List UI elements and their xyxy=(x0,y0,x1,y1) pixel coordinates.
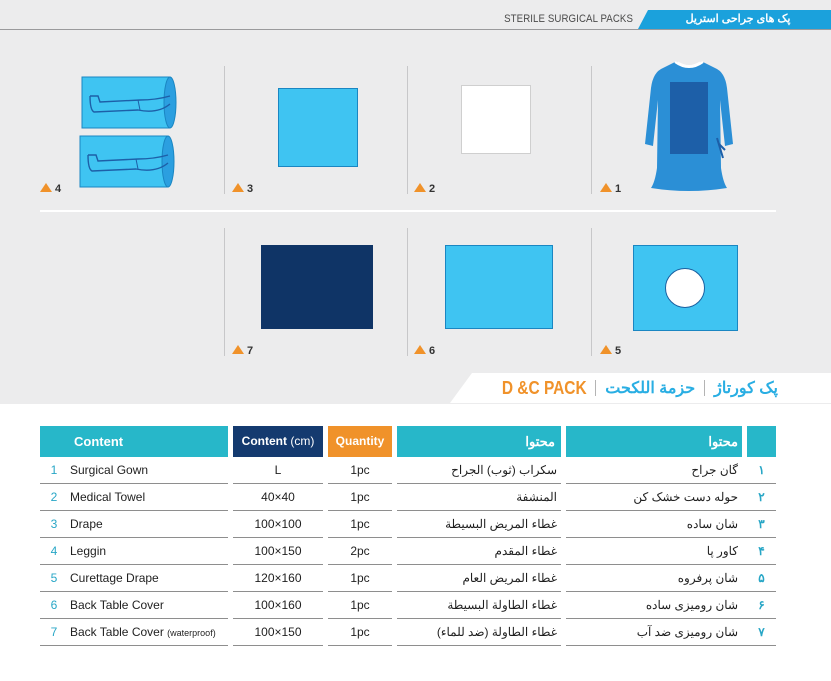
item-number-4: 4 xyxy=(40,183,61,195)
pack-title-separator xyxy=(595,380,596,396)
column-divider xyxy=(224,66,225,194)
item-quantity: 2pc xyxy=(350,544,370,558)
header-rule xyxy=(0,29,831,30)
item-name-ar: غطاء المريض العام xyxy=(462,571,557,585)
item-name-ar: غطاء المريض البسيطة xyxy=(445,517,557,531)
item-quantity: 1pc xyxy=(350,490,370,504)
item-name-fa: شان رومیزی ضد آب xyxy=(636,625,738,639)
drape-icon xyxy=(278,88,358,167)
item-name-en: Leggin xyxy=(70,544,107,558)
row-number-fa: ۲ xyxy=(758,490,765,504)
row-number-fa: ۳ xyxy=(758,517,765,531)
item-name-fa: حوله دست خشک کن xyxy=(633,490,738,504)
header-content-cm: Content (cm) xyxy=(233,426,323,457)
table-row xyxy=(40,484,776,511)
header-quantity: Quantity xyxy=(328,426,392,457)
row-number: 5 xyxy=(50,571,58,585)
item-size: 40×40 xyxy=(261,490,295,504)
column-divider xyxy=(224,228,225,356)
triangle-icon xyxy=(232,183,244,192)
table-row xyxy=(40,619,776,646)
row-number: 7 xyxy=(50,625,58,639)
item-name-ar: سكراب (ثوب) الجراح xyxy=(451,463,557,477)
fenestration-hole xyxy=(665,268,705,308)
item-note: (waterproof) xyxy=(167,628,216,638)
row-number-fa: ۷ xyxy=(758,625,765,639)
header-content-fa: محتوا xyxy=(566,426,742,457)
item-number-5: 5 xyxy=(600,345,621,357)
leggin-icon xyxy=(78,74,180,192)
row-number: 6 xyxy=(50,598,58,612)
header-index xyxy=(747,426,776,457)
item-number-7: 7 xyxy=(232,345,253,357)
row-rule xyxy=(233,645,323,646)
item-number-2: 2 xyxy=(414,183,435,195)
table-row xyxy=(40,592,776,619)
table-row xyxy=(40,457,776,484)
column-divider xyxy=(591,66,592,194)
triangle-icon xyxy=(600,183,612,192)
medical-towel-icon xyxy=(461,85,531,154)
item-name-ar: غطاء الطاولة (ضد للماء) xyxy=(436,625,557,639)
row-number: 4 xyxy=(50,544,58,558)
column-divider xyxy=(591,228,592,356)
item-name-en: Drape xyxy=(70,517,103,531)
item-name-fa: شان ساده xyxy=(686,517,738,531)
header-title-fa: پک های جراحی استریل xyxy=(685,13,791,25)
item-name-en: Medical Towel xyxy=(70,490,146,504)
row-rule xyxy=(328,645,392,646)
row-number: 3 xyxy=(50,517,58,531)
column-divider xyxy=(407,66,408,194)
item-quantity: 1pc xyxy=(350,571,370,585)
surgical-gown-icon xyxy=(645,58,733,192)
triangle-icon xyxy=(232,345,244,354)
item-size: 120×160 xyxy=(254,571,302,585)
item-name-en: Curettage Drape xyxy=(70,571,159,585)
item-name-en: Back Table Cover (waterproof) xyxy=(70,625,216,639)
triangle-icon xyxy=(414,183,426,192)
pack-name-en: D &C PACK xyxy=(501,377,587,398)
row-rule xyxy=(566,645,776,646)
header-title-en: STERILE SURGICAL PACKS xyxy=(504,13,633,25)
item-name-ar: غطاء المقدم xyxy=(494,544,557,558)
item-quantity: 1pc xyxy=(350,517,370,531)
row-number-fa: ۵ xyxy=(758,571,765,585)
item-name-fa: شان پرفروه xyxy=(677,571,738,585)
item-name-fa: گان جراح xyxy=(691,463,738,477)
item-quantity: 1pc xyxy=(350,598,370,612)
row-number-fa: ۴ xyxy=(758,544,765,558)
item-number-3: 3 xyxy=(232,183,253,195)
row-number-fa: ۱ xyxy=(758,463,765,477)
row-number-fa: ۶ xyxy=(758,598,765,612)
item-name-ar: المنشفة xyxy=(516,490,557,504)
header-content-ar: محتوا xyxy=(397,426,561,457)
column-divider xyxy=(407,228,408,356)
pack-name-ar: حزمة اللكحت xyxy=(605,380,696,397)
table-row xyxy=(40,565,776,592)
item-size: L xyxy=(274,463,282,477)
table-row xyxy=(40,538,776,565)
row-divider xyxy=(40,210,776,212)
row-number: 2 xyxy=(50,490,58,504)
item-name-fa: شان رومیزی ساده xyxy=(645,598,738,612)
item-name-en: Surgical Gown xyxy=(70,463,149,477)
item-size: 100×150 xyxy=(254,544,302,558)
item-name-en: Back Table Cover xyxy=(70,598,164,612)
item-name-fa: کاور پا xyxy=(706,544,738,558)
item-size: 100×150 xyxy=(254,625,302,639)
row-rule xyxy=(40,645,228,646)
triangle-icon xyxy=(414,345,426,354)
item-quantity: 1pc xyxy=(350,463,370,477)
header-content-en: Content xyxy=(40,426,228,457)
waterproof-back-table-cover-icon xyxy=(261,245,373,329)
item-quantity: 1pc xyxy=(350,625,370,639)
row-number: 1 xyxy=(50,463,58,477)
triangle-icon xyxy=(600,345,612,354)
item-name-ar: غطاء الطاولة البسيطة xyxy=(447,598,557,612)
row-rule xyxy=(397,645,561,646)
back-table-cover-icon xyxy=(445,245,553,329)
item-size: 100×100 xyxy=(254,517,302,531)
item-size: 100×160 xyxy=(254,598,302,612)
pack-title-separator xyxy=(704,380,705,396)
curettage-drape-icon xyxy=(633,245,738,331)
pack-title xyxy=(470,375,778,401)
pack-name-fa: پک کورتاژ xyxy=(714,380,778,397)
item-number-1: 1 xyxy=(600,183,621,195)
table-row xyxy=(40,511,776,538)
item-number-6: 6 xyxy=(414,345,435,357)
triangle-icon xyxy=(40,183,52,192)
